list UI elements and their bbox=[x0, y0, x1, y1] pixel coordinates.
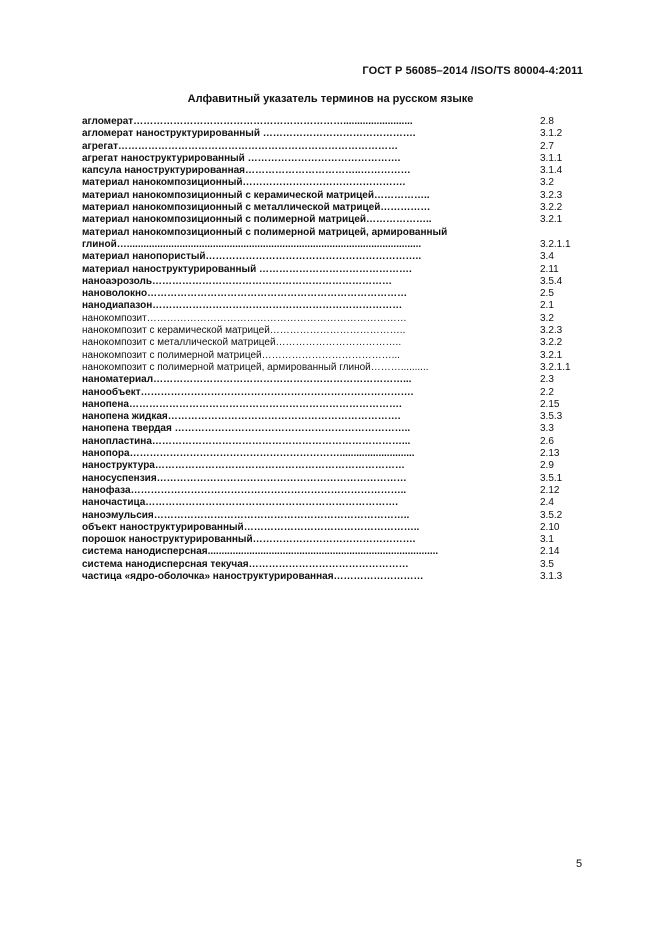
index-entry bbox=[82, 399, 582, 411]
index-entry bbox=[82, 300, 582, 312]
index-reference: 2.13 bbox=[540, 448, 560, 460]
index-reference: 3.2.1 bbox=[540, 214, 563, 226]
page-number: 5 bbox=[576, 858, 583, 870]
index-term: нанофаза……………………………………………………………………….. bbox=[82, 484, 407, 496]
index-reference: 3.5.1 bbox=[540, 472, 563, 484]
index-entry bbox=[82, 141, 582, 153]
index-reference: 3.1.1 bbox=[540, 152, 563, 164]
index-term: агрегат………………………………………………………………………… bbox=[82, 140, 399, 152]
index-term: объект наноструктурированный…………………………………………….. bbox=[82, 521, 420, 533]
index-entry bbox=[82, 202, 582, 214]
index-reference: 3.5.2 bbox=[540, 509, 563, 521]
index-reference: 3.3 bbox=[540, 423, 554, 435]
index-term: наноструктура………………………………………………………………… bbox=[82, 460, 405, 472]
index-entry bbox=[82, 387, 582, 399]
index-entry bbox=[82, 227, 582, 252]
index-reference: 2.2 bbox=[540, 386, 554, 398]
index-entry bbox=[82, 374, 582, 386]
index-term: капсула наноструктурированная……………………………..…………… bbox=[82, 165, 411, 177]
index-term: нанопена твердая …………………………………………………………….. bbox=[82, 423, 411, 435]
index-term: частица «ядро-оболочка» наноструктурированная……………………… bbox=[82, 570, 424, 582]
index-reference: 3.1 bbox=[540, 534, 554, 546]
index-entry bbox=[82, 264, 582, 276]
index-reference: 2.6 bbox=[540, 435, 554, 447]
index-entry bbox=[82, 177, 582, 189]
index-term: материал нанокомпозиционный с полимерной матрицей, армированный глиной….......................................................................................................... bbox=[82, 226, 448, 250]
index-reference: 3.5.4 bbox=[540, 275, 563, 287]
index-reference: 2.7 bbox=[540, 140, 554, 152]
index-reference: 2.3 bbox=[540, 374, 554, 386]
index-reference: 3.2.1 bbox=[540, 349, 563, 361]
index-reference: 2.11 bbox=[540, 263, 559, 275]
index-entry bbox=[82, 165, 582, 177]
index-entry bbox=[82, 497, 582, 509]
index-reference: 3.5.3 bbox=[540, 411, 563, 423]
index-reference: 2.8 bbox=[540, 116, 554, 127]
index-entry bbox=[82, 411, 582, 423]
index-term: материал нанокомпозиционный с полимерной матрицей……………….. bbox=[82, 214, 432, 226]
index-reference: 3.4 bbox=[540, 251, 554, 263]
index-entry bbox=[82, 522, 582, 534]
index-term: наносуспензия………………………………………………………………… bbox=[82, 472, 407, 484]
index-entry bbox=[82, 473, 582, 485]
index-entry bbox=[82, 325, 582, 337]
index-reference: 3.1.2 bbox=[540, 128, 563, 140]
index-reference: 3.1.4 bbox=[540, 165, 563, 177]
index-term: материал нанокомпозиционный с металлической матрицей…………… bbox=[82, 202, 431, 214]
index-reference: 3.2.1.1 bbox=[540, 238, 571, 250]
index-entry bbox=[82, 288, 582, 300]
index-term: система нанодисперсная................................................................................... bbox=[82, 546, 439, 558]
index-entry bbox=[82, 313, 582, 325]
index-reference: 3.2 bbox=[540, 177, 554, 189]
index-term: материал нанопористый……………………………………………………….. bbox=[82, 251, 422, 263]
index-term: нановолокно…………………………………………………………………… bbox=[82, 288, 408, 300]
index-reference: 2.9 bbox=[540, 460, 554, 472]
index-entry bbox=[82, 546, 582, 558]
index-entry bbox=[82, 423, 582, 435]
index-term: система нанодисперсная текучая………………………………………… bbox=[82, 558, 409, 570]
index-term: нанопора………………………………………………………........................... bbox=[82, 448, 415, 460]
index-entry bbox=[82, 448, 582, 460]
index-term: наноаэрозоль……………………………………………………………… bbox=[82, 275, 392, 287]
index-title: Алфавитный указатель терминов на русском языке bbox=[187, 93, 474, 105]
index-reference: 2.5 bbox=[540, 288, 554, 300]
index-reference: 2.4 bbox=[540, 497, 554, 509]
index-term: нанопластина…………………………………………………………………... bbox=[82, 435, 411, 447]
index-entry bbox=[82, 571, 582, 583]
index-entry bbox=[82, 485, 582, 497]
index-reference: 3.2.2 bbox=[540, 337, 563, 349]
index-entry bbox=[82, 460, 582, 472]
index-reference: 3.2.2 bbox=[540, 202, 563, 214]
index-reference: 2.12 bbox=[540, 484, 560, 496]
index-term: порошок наноструктурированный…………………………………………. bbox=[82, 534, 416, 546]
index-entry bbox=[82, 337, 582, 349]
index-entry bbox=[82, 153, 582, 165]
index-reference: 3.2.3 bbox=[540, 325, 563, 337]
index-entry bbox=[82, 362, 582, 374]
index-entry bbox=[82, 251, 582, 263]
index-entry bbox=[82, 214, 582, 226]
index-term: нанокомпозит с полимерной матрицей…………………………………... bbox=[82, 349, 400, 361]
index-reference: 3.1.3 bbox=[540, 570, 563, 582]
index-entry bbox=[82, 350, 582, 362]
index-reference: 2.10 bbox=[540, 521, 560, 533]
index-term: нанопена жидкая……………………………………………………………. bbox=[82, 411, 401, 423]
index-reference: 2.14 bbox=[540, 546, 560, 558]
index-term: наночастица…………………………………………………………………. bbox=[82, 497, 399, 509]
index-reference: 3.2 bbox=[540, 312, 554, 324]
index-term: нанокомпозит с металлической матрицей……………………………….. bbox=[82, 337, 402, 349]
term-index bbox=[82, 116, 582, 583]
index-entry bbox=[82, 276, 582, 288]
index-reference: 2.15 bbox=[540, 398, 560, 410]
index-entry bbox=[82, 436, 582, 448]
index-term: нанокомпозит…………………………………………………………………… bbox=[82, 312, 407, 324]
document-header: ГОСТ Р 56085–2014 /ISO/TS 80004-4:2011 bbox=[362, 65, 583, 77]
index-term: материал наноструктурированный ………………………………………. bbox=[82, 263, 412, 275]
index-entry bbox=[82, 128, 582, 140]
index-reference: 3.2.3 bbox=[540, 189, 563, 201]
index-entry bbox=[82, 190, 582, 202]
index-term: нанопена………………………………………………………………………. bbox=[82, 398, 402, 410]
index-term: наноэмульсия………………………………………………………………….. bbox=[82, 509, 410, 521]
index-term: нанодиапазон………………………………………………………………… bbox=[82, 300, 403, 312]
index-term: агрегат наноструктурированный ………………………………………. bbox=[82, 152, 401, 164]
index-reference: 3.5 bbox=[540, 558, 554, 570]
index-term: материал нанокомпозиционный…………………………………………. bbox=[82, 177, 406, 189]
index-term: нанообъект………………………………………………………………………. bbox=[82, 386, 414, 398]
index-term: нанокомпозит с полимерной матрицей, армированный глиной……….......... bbox=[82, 361, 429, 373]
index-term: материал нанокомпозиционный с керамической матрицей…………….. bbox=[82, 189, 430, 201]
index-term: агломерат наноструктурированный ………………………………………. bbox=[82, 128, 416, 140]
index-term: нанокомпозит с керамической матрицей………………………………….. bbox=[82, 325, 406, 337]
index-entry bbox=[82, 559, 582, 571]
index-reference: 3.2.1.1 bbox=[540, 361, 571, 373]
index-reference: 2.1 bbox=[540, 300, 554, 312]
index-entry bbox=[82, 534, 582, 546]
index-term: наноматериал…………………………………………………………………... bbox=[82, 374, 412, 386]
index-entry bbox=[82, 116, 582, 128]
index-entry bbox=[82, 510, 582, 522]
index-term: агломерат………………………………………………………......................... bbox=[82, 116, 413, 127]
